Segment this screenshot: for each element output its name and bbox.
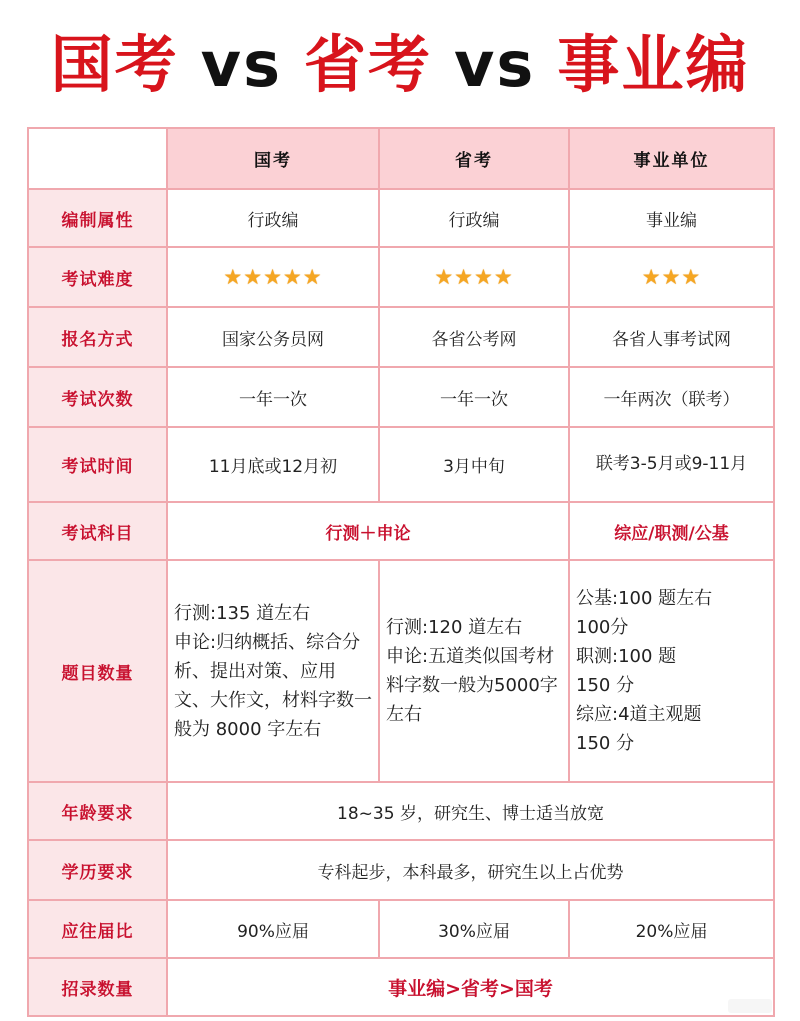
star-icon-group	[434, 265, 513, 289]
table-cell: 一年两次（联考）	[569, 367, 774, 427]
star-icon: ★	[641, 265, 662, 289]
table-row	[28, 307, 774, 367]
page-title	[0, 20, 800, 110]
comparison-table	[27, 127, 775, 1017]
star-icon: ★	[474, 265, 494, 289]
header-row	[28, 128, 774, 189]
table-cell: 联考3-5月或9-11月	[569, 427, 774, 502]
table-row	[28, 247, 774, 307]
row-label: 考试难度	[28, 247, 167, 307]
table-row	[28, 502, 774, 560]
star-icon: ★	[434, 265, 455, 289]
row-label: 编制属性	[28, 189, 167, 247]
row-label: 考试科目	[28, 502, 167, 560]
row-label: 报名方式	[28, 307, 167, 367]
table-cell: 30%应届	[379, 900, 569, 958]
table-row	[28, 958, 774, 1016]
star-icon-group	[642, 265, 701, 289]
text-line: 申论:归纳概括、综合分析、提出对策、应用	[174, 631, 361, 682]
table-cell: 国家公务员网	[167, 307, 379, 367]
question-count-text	[174, 599, 372, 744]
table-cell: 3月中旬	[379, 427, 569, 502]
star-icon: ★	[454, 265, 474, 289]
table-cell: 11月底或12月初	[167, 427, 379, 502]
row-label: 考试时间	[28, 427, 167, 502]
table-row	[28, 782, 774, 840]
table-cell: 90%应届	[167, 900, 379, 958]
corner-cell	[28, 128, 167, 189]
table-cell: 20%应届	[569, 900, 774, 958]
text-line: 100分	[576, 617, 629, 638]
table-cell: 事业编	[569, 189, 774, 247]
row-label: 学历要求	[28, 840, 167, 900]
star-icon-group	[223, 265, 322, 289]
column-header-guokao: 国考	[167, 128, 379, 189]
column-header-shengkao: 省考	[379, 128, 569, 189]
star-icon: ★	[681, 265, 702, 289]
text-line: 行测:135 道左右	[174, 602, 311, 624]
title-vs-2: vs	[454, 28, 536, 101]
table-row	[28, 367, 774, 427]
table-row	[28, 840, 774, 900]
merged-cell: 18~35 岁，研究生、博士适当放宽	[167, 782, 774, 840]
merged-cell: 专科起步，本科最多，研究生以上占优势	[167, 840, 774, 900]
row-label: 题目数量	[28, 560, 167, 782]
table-cell	[569, 560, 774, 782]
table-cell: 综应/职测/公基	[569, 502, 774, 560]
star-icon: ★	[263, 265, 283, 289]
table-row	[28, 189, 774, 247]
column-header-shiye: 事业单位	[569, 128, 774, 189]
table-cell: 一年一次	[167, 367, 379, 427]
text-line: 150 分	[576, 733, 635, 754]
text-line: 行测:120 道左右	[386, 617, 523, 638]
row-label: 招录数量	[28, 958, 167, 1016]
text-line: 综应:4道主观题	[576, 704, 702, 725]
difficulty-rating	[379, 247, 569, 307]
merged-cell: 事业编>省考>国考	[167, 958, 774, 1016]
table-row	[28, 900, 774, 958]
row-label: 年龄要求	[28, 782, 167, 840]
text-line: 职测:100 题	[576, 646, 677, 667]
table-cell: 行政编	[379, 189, 569, 247]
difficulty-rating	[569, 247, 774, 307]
merged-cell: 行测＋申论	[167, 502, 569, 560]
title-shiyebian: 事业编	[557, 28, 750, 101]
star-icon: ★	[661, 265, 682, 289]
table-cell	[379, 560, 569, 782]
table-cell	[167, 560, 379, 782]
title-vs-1: vs	[200, 28, 282, 101]
star-icon: ★	[282, 265, 303, 289]
table-row	[28, 427, 774, 502]
question-count-text	[386, 613, 562, 729]
table-cell: 各省公考网	[379, 307, 569, 367]
row-label: 应往届比	[28, 900, 167, 958]
text-line: 150 分	[576, 675, 635, 696]
text-line: 申论:五道类似国考材料字数一般为5000字左右	[386, 646, 558, 725]
title-guokao: 国考	[50, 28, 179, 101]
text-line: 文、大作文，材料字数一般为 8000 字左右	[174, 689, 372, 740]
row-label: 考试次数	[28, 367, 167, 427]
watermark	[728, 999, 772, 1013]
table-cell: 各省人事考试网	[569, 307, 774, 367]
table-row	[28, 560, 774, 782]
star-icon: ★	[223, 265, 244, 289]
star-icon: ★	[302, 265, 323, 289]
text-line: 公基:100 题左右	[576, 588, 713, 609]
star-icon: ★	[493, 265, 514, 289]
star-icon: ★	[243, 265, 264, 289]
table-cell: 一年一次	[379, 367, 569, 427]
table-cell: 行政编	[167, 189, 379, 247]
title-shengkao: 省考	[303, 28, 432, 101]
difficulty-rating	[167, 247, 379, 307]
question-count-text	[576, 584, 767, 758]
